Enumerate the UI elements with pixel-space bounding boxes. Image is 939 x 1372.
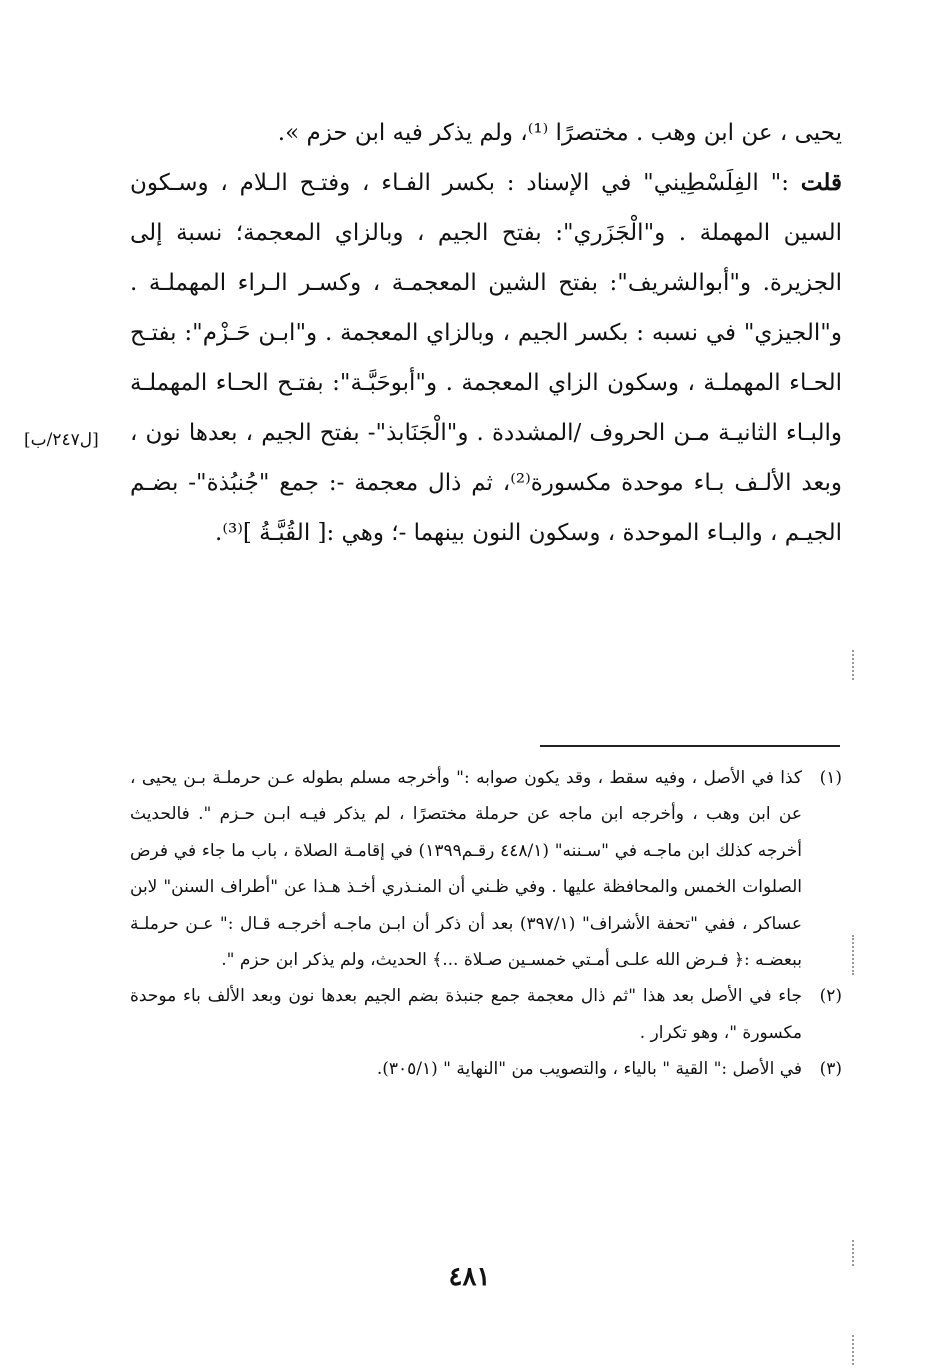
footnote-number: (٣) <box>819 1059 842 1080</box>
scan-edge-mark <box>852 1335 856 1365</box>
footnote-1 <box>130 760 842 978</box>
footnote-text: في الأصل :" القية " بالياء ، والتصويب من "النهاية " (٣٠٥/١). <box>376 1059 802 1080</box>
footnotes <box>130 760 842 1088</box>
footnote-text: كذا في الأصل ، وفيه سقط ، وقد يكون صوابه :" وأخرجه مسلم بطوله عـن حرملـة بـن يحيى ، عن ابن وهب ، وأخرجه ابن ماجه عن حرملة مختصرًا ، لم يذكر فيـه ابـن حـزم ". فالحديث أخرجه كذلك ابن ماجـه في "سـننه" (٤٤٨/١ رقـم١٣٩٩) في إقامـة الصلاة ، باب ما جاء في فرض الصلوات الخمس والمحافظة عليها . وفي ظـني أن المنـذري أخـذ هـذا عن "أطراف السنن" لابن عساكر ، ففي "تحفة الأشراف" (٣٩٧/١) بعد أن ذكر أن ابـن ماجـه أخرجـه قـال :" عـن حرملـة ببعضـه :﴿ فـرض الله علـى أمـتي خمسـين صـلاة ...﴾ الحديث، ولم يذكر ابن حزم ". <box>130 768 802 971</box>
page-number: ٤٨١ <box>448 1262 491 1292</box>
scan-edge-mark <box>852 1240 856 1266</box>
scan-edge-mark <box>852 650 856 680</box>
main-first-line: يحيى ، عن ابن وهب . مختصرًا ⁽¹⁾، ولم يذكر فيه ابن حزم ». <box>277 120 842 146</box>
main-paragraph <box>130 158 842 558</box>
qult-keyword: قلت <box>800 169 842 196</box>
footnote-text: جاء في الأصل بعد هذا "ثم ذال معجمة جمع جنبذة بضم الجيم بعدها نون وبعد الألف باء موحدة مكسورة "، وهو تكرار . <box>130 986 802 1043</box>
manuscript-folio-ref: [ل٢٤٧/ب] <box>24 430 99 450</box>
footnote-2 <box>130 978 842 1051</box>
footnote-number: (١) <box>819 768 842 788</box>
footnote-number: (٢) <box>819 986 842 1007</box>
footnote-3 <box>130 1051 842 1087</box>
main-paragraph-body: :" الفِلَسْطِيني" في الإسناد : بكسر الفـاء ، وفتـح الـلام ، وسـكون السين المهملة . و"الْجَزَري": بفتح الجيم ، وبالزاي المعجمة؛ نسبة إلى الجزيرة. و"أبوالشريف": بفتح الشين المعجمـة ، وكسـر الـراء المهملـة . و"الجيزي" في نسبه : بكسر الجيم ، وبالزاي المعجمة . و"ابـن حَـزْم": بفتـح الحـاء المهملـة ، وسكون الزاي المعجمة . و"أبوحَبَّـة": بفتـح الحـاء المهملـة والبـاء الثانيـة مـن الحروف /المشددة . و"الْجَنَابذ"- بفتح الجيم ، بعدها نون ، وبعد الألـف بـاء موحدة مكسورة⁽²⁾، ثم ذال معجمة -: جمع "جُنبُذة"- بضـم الجيـم ، والبـاء الموحدة ، وسكون النون بينهما -؛ وهي :[ القُبَّـةُ ]⁽³⁾. <box>130 170 843 546</box>
main-text <box>130 108 842 558</box>
scan-edge-mark <box>852 935 856 975</box>
footnote-separator <box>540 745 840 747</box>
